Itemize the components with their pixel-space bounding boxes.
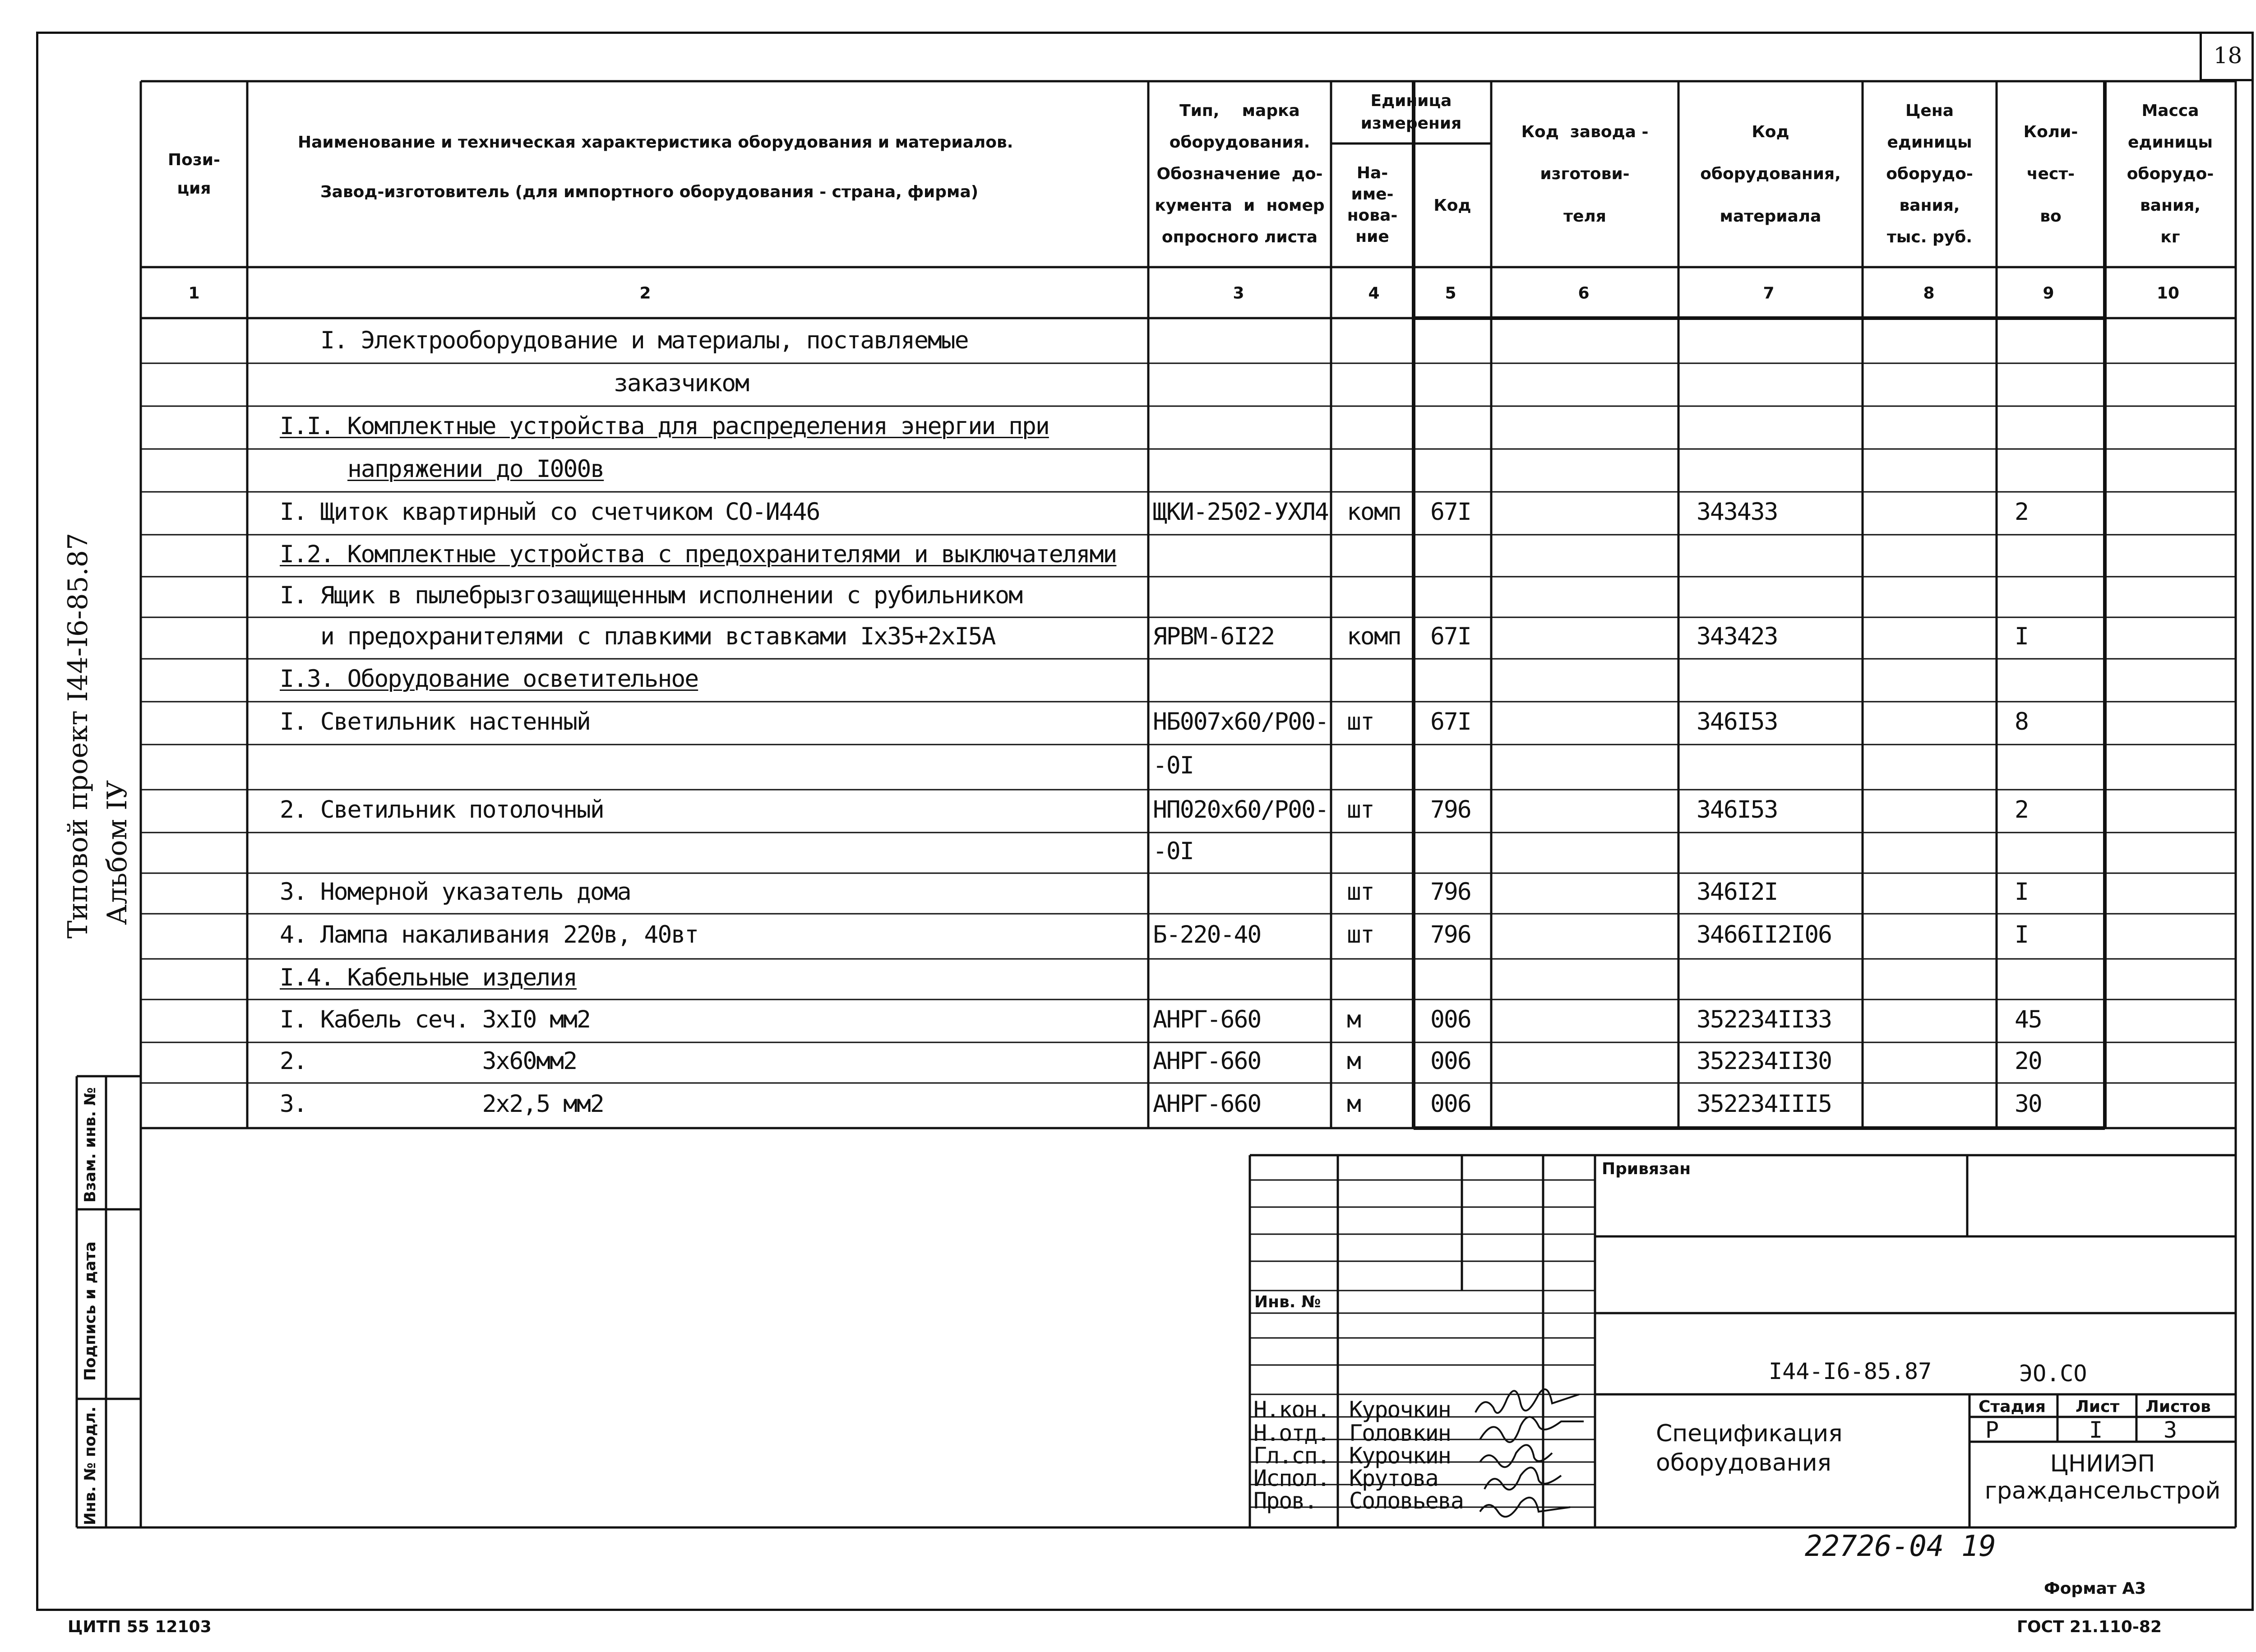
row-name: заказчиком — [614, 369, 749, 397]
row-unit: шт — [1347, 878, 1374, 906]
inv-no-label: Инв. № — [1254, 1293, 1321, 1311]
role-label: Испол. — [1253, 1465, 1330, 1491]
row-quantity: I — [2015, 623, 2028, 650]
handwritten-number: 22726-04 19 — [1805, 1530, 1996, 1563]
row-unit: м — [1347, 1090, 1360, 1118]
row-name: 2. 3х60мм2 — [280, 1047, 577, 1075]
role-label: Гл.сп. — [1253, 1443, 1330, 1469]
row-name: I.2. Комплектные устройства с предохранителями и выключателями — [280, 540, 1117, 568]
footer-left-code: ЦИТП 55 12103 — [68, 1618, 212, 1636]
row-equipment-code: 343423 — [1697, 623, 1778, 650]
row-name: 3. 2х2,5 мм2 — [280, 1090, 604, 1118]
row-quantity: I — [2015, 921, 2028, 949]
signer-name: Крутова — [1349, 1465, 1438, 1491]
row-quantity: 2 — [2015, 796, 2028, 824]
row-equipment-code: 346I2I — [1697, 878, 1778, 906]
row-type: ЩКИ-2502-УХЛ4 — [1153, 498, 1328, 526]
row-unit-code: 67I — [1430, 498, 1471, 526]
row-unit-code: 796 — [1430, 878, 1471, 906]
signer-name: Курочкин — [1349, 1397, 1451, 1423]
format-label: Формат А3 — [2044, 1579, 2146, 1598]
sheets-label: Листов — [2145, 1397, 2211, 1416]
row-type: АНРГ-660 — [1153, 1090, 1261, 1118]
sheet-label: Лист — [2076, 1397, 2120, 1416]
row-quantity: 20 — [2015, 1047, 2042, 1075]
header-type: Тип, марка оборудования. Обозначение до- кумента и номер опросного листа — [1155, 101, 1325, 247]
stamp-inv-original: Инв. № подл. — [81, 1406, 99, 1525]
role-label: Пров. — [1253, 1488, 1317, 1514]
row-equipment-code: 352234II30 — [1697, 1047, 1832, 1075]
row-type: Б-220-40 — [1153, 921, 1261, 949]
row-quantity: 30 — [2015, 1090, 2042, 1118]
header-unit-group: Единица измерения — [1360, 91, 1462, 133]
document-title: Спецификация оборудования — [1656, 1420, 1843, 1476]
row-name: I. Светильник настенный — [280, 708, 590, 736]
footer-gost: ГОСТ 21.110-82 — [2017, 1618, 2162, 1636]
row-name: I.I. Комплектные устройства для распределения энергии при — [280, 412, 1049, 440]
row-equipment-code: 352234II33 — [1697, 1005, 1832, 1033]
stamp-replace-inv: Взам. инв. № — [81, 1087, 99, 1203]
row-unit: шт — [1347, 921, 1374, 949]
column-number: 4 — [1368, 284, 1380, 303]
column-number: 1 — [188, 284, 200, 303]
column-number: 3 — [1233, 284, 1244, 303]
row-equipment-code: 352234III5 — [1697, 1090, 1832, 1118]
row-unit: шт — [1347, 796, 1374, 824]
row-name: I.4. Кабельные изделия — [280, 964, 577, 991]
row-name: напряжении до I000в — [347, 455, 604, 483]
row-unit-code: 67I — [1430, 623, 1471, 650]
row-name: I.3. Оборудование осветительное — [280, 665, 698, 693]
row-unit-code: 796 — [1430, 921, 1471, 949]
row-quantity: 45 — [2015, 1005, 2042, 1033]
row-equipment-code: 3466II2I06 — [1697, 921, 1832, 949]
header-mass: Масса единицы оборудо- вания, кг — [2127, 101, 2214, 247]
row-type: АНРГ-660 — [1153, 1005, 1261, 1033]
row-quantity: 2 — [2015, 498, 2028, 526]
row-unit-code: 796 — [1430, 796, 1471, 824]
column-number: 6 — [1578, 284, 1590, 303]
column-number: 7 — [1763, 284, 1775, 303]
signer-name: Соловьева — [1349, 1488, 1463, 1514]
row-type: -0I — [1153, 752, 1193, 779]
role-label: Н.кон. — [1253, 1397, 1330, 1423]
row-unit-code: 67I — [1430, 708, 1471, 736]
header-unit-code: Код — [1433, 196, 1471, 215]
sheet-value: I — [2089, 1417, 2103, 1443]
row-name: и предохранителями с плавкими вставками Iх35+2хI5А — [320, 623, 995, 650]
row-name: 4. Лампа накаливания 220в, 40вт — [280, 921, 698, 949]
column-number: 5 — [1445, 284, 1456, 303]
stage-value: Р — [1985, 1417, 1999, 1443]
row-name: 2. Светильник потолочный — [280, 796, 604, 824]
stamp-sign-date: Подпись и дата — [81, 1241, 99, 1381]
row-unit-code: 006 — [1430, 1005, 1471, 1033]
header-equipment-code: Код оборудования, материала — [1700, 122, 1841, 226]
header-position: Пози- ция — [168, 151, 220, 198]
row-quantity: I — [2015, 878, 2028, 906]
row-equipment-code: 346I53 — [1697, 708, 1778, 736]
row-type: ЯРВМ-6I22 — [1153, 623, 1275, 650]
row-unit: шт — [1347, 708, 1374, 736]
organization: ЦНИИЭП граждансельстрой — [1984, 1450, 2221, 1504]
row-unit-code: 006 — [1430, 1047, 1471, 1075]
header-unit-name: На- име- нова- ние — [1347, 164, 1398, 246]
column-number: 2 — [639, 284, 651, 303]
privyazan-label: Привязан — [1602, 1160, 1691, 1178]
sheets-value: 3 — [2164, 1417, 2177, 1443]
header-quantity: Коли- чест- во — [2023, 122, 2078, 226]
row-type: АНРГ-660 — [1153, 1047, 1261, 1075]
signer-name: Головкин — [1349, 1420, 1451, 1446]
header-plant-code: Код завода - изготови- теля — [1521, 122, 1649, 226]
header-price: Цена единицы оборудо- вания, тыс. руб. — [1886, 101, 1973, 247]
row-type: НБ007х60/Р00- — [1153, 708, 1328, 736]
row-unit-code: 006 — [1430, 1090, 1471, 1118]
header-name-line2: Завод-изготовитель (для импортного оборудования - страна, фирма) — [320, 182, 979, 201]
row-name: I. Ящик в пылебрызгозащищенным исполнении с рубильником — [280, 582, 1022, 609]
row-name: 3. Номерной указатель дома — [280, 878, 631, 906]
column-number: 9 — [2043, 284, 2054, 303]
row-name: I. Щиток квартирный со счетчиком СО-И446 — [280, 498, 820, 526]
role-label: Н.отд. — [1253, 1420, 1330, 1446]
row-type: НП020х60/Р00- — [1153, 796, 1328, 824]
header-name-line1: Наименование и техническая характеристика оборудования и материалов. — [298, 133, 1013, 152]
column-number: 10 — [2156, 284, 2180, 303]
row-unit: м — [1347, 1005, 1360, 1033]
row-unit: комп — [1347, 498, 1401, 526]
side-project-title: Типовой проект I44-I6-85.87 — [62, 532, 94, 939]
document-code: I44-I6-85.87 — [1769, 1358, 1932, 1384]
row-name: I. Электрооборудование и материалы, поставляемые — [320, 326, 968, 354]
column-number: 8 — [1923, 284, 1935, 303]
row-unit: м — [1347, 1047, 1360, 1075]
row-type: -0I — [1153, 838, 1193, 865]
row-equipment-code: 346I53 — [1697, 796, 1778, 824]
row-quantity: 8 — [2015, 708, 2028, 736]
row-unit: комп — [1347, 623, 1401, 650]
document-mark: ЭО.СО — [2019, 1360, 2087, 1387]
row-name: I. Кабель сеч. 3хI0 мм2 — [280, 1005, 590, 1033]
signer-name: Курочкин — [1349, 1443, 1451, 1469]
page-number: 18 — [2200, 32, 2254, 81]
stage-label: Стадия — [1979, 1397, 2046, 1416]
side-album: Альбом IУ — [102, 780, 133, 925]
row-equipment-code: 343433 — [1697, 498, 1778, 526]
